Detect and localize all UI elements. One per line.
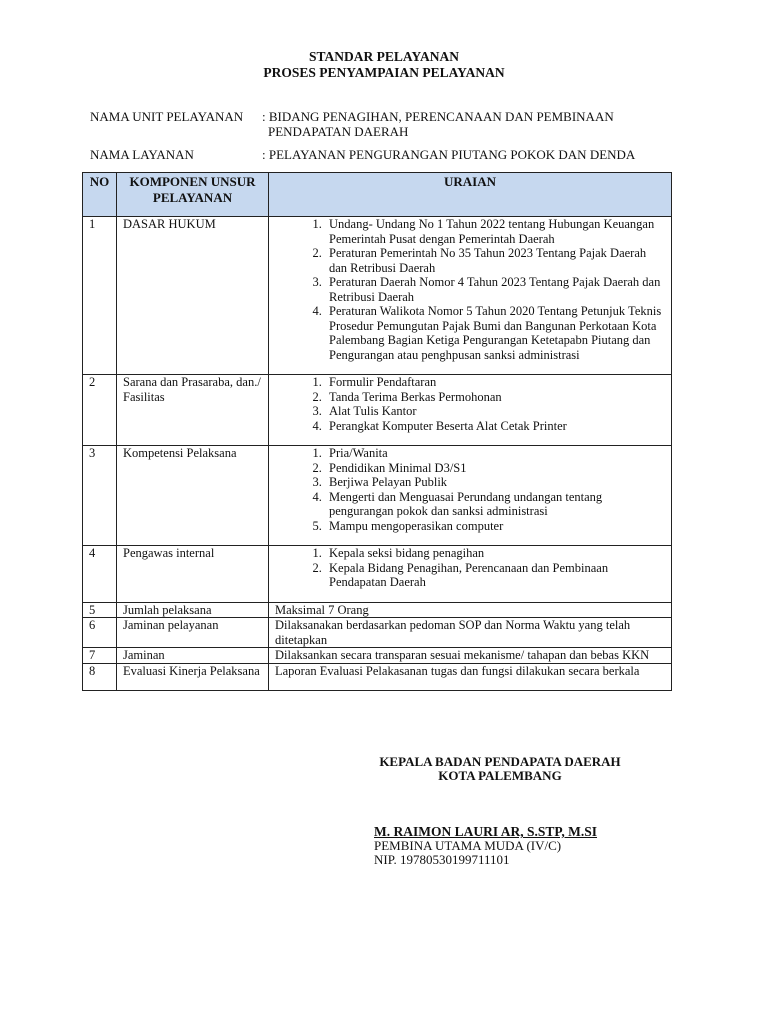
row-komponen: Sarana dan Prasaraba, dan./ Fasilitas: [117, 375, 269, 446]
list-item: 1. Formulir Pendaftaran: [325, 375, 665, 390]
row-komponen: Jaminan: [117, 648, 269, 664]
row-no: 6: [83, 618, 117, 648]
row-komponen: Evaluasi Kinerja Pelaksana: [117, 663, 269, 691]
list-item: 1. Undang- Undang No 1 Tahun 2022 tentang Hubungan Keuangan Pemerintah Pusat dengan Pemerintah Daerah: [325, 217, 665, 246]
row-no: 4: [83, 546, 117, 603]
service-label: NAMA LAYANAN: [90, 147, 194, 162]
list-item: 2. Tanda Terima Berkas Permohonan: [325, 390, 665, 405]
list-item: 5. Mampu mengoperasikan computer: [325, 519, 665, 534]
signatory-nip: NIP. 19780530199711101: [374, 852, 510, 867]
unit-label: NAMA UNIT PELAYANAN: [90, 109, 244, 124]
unit-value-line2: PENDAPATAN DAERAH: [268, 124, 409, 139]
list-item: 2. Peraturan Pemerintah No 35 Tahun 2023 Tentang Pajak Daerah dan Retribusi Daerah: [325, 246, 665, 275]
uraian-list: [275, 375, 665, 433]
list-item: 4. Mengerti dan Menguasai Perundang undangan tentang pengurangan pokok dan sanksi administrasi: [325, 490, 665, 519]
service-value: : PELAYANAN PENGURANGAN PIUTANG POKOK DAN DENDA: [262, 147, 636, 162]
row-uraian: [269, 546, 672, 603]
list-item: 1. Pria/Wanita: [325, 446, 665, 461]
row-komponen: Jumlah pelaksana: [117, 602, 269, 618]
list-item: 3. Alat Tulis Kantor: [325, 404, 665, 419]
document-title: STANDAR PELAYANAN: [309, 49, 459, 64]
row-no: 1: [83, 217, 117, 375]
row-komponen: Jaminan pelayanan: [117, 618, 269, 648]
row-no: 5: [83, 602, 117, 618]
row-uraian: Dilaksankan secara transparan sesuai mekanisme/ tahapan dan bebas KKN: [269, 648, 672, 664]
header-komponen: KOMPONEN UNSUR PELAYANAN: [117, 173, 269, 217]
unit-value: [262, 109, 702, 139]
document-subtitle: PROSES PENYAMPAIAN PELAYANAN: [263, 65, 505, 80]
table-row: [83, 618, 672, 648]
row-no: 2: [83, 375, 117, 446]
table-row: [83, 446, 672, 546]
uraian-list: [275, 217, 665, 362]
list-item: 3. Berjiwa Pelayan Publik: [325, 475, 665, 490]
table-row: [83, 375, 672, 446]
row-no: 3: [83, 446, 117, 546]
list-item: 1. Kepala seksi bidang penagihan: [325, 546, 665, 561]
uraian-list: [275, 446, 665, 533]
row-uraian: [269, 375, 672, 446]
row-uraian: [269, 446, 672, 546]
unit-value-line1: : BIDANG PENAGIHAN, PERENCANAAN DAN PEMBINAAN: [262, 109, 614, 124]
table-row: [83, 602, 672, 618]
row-uraian: Dilaksanakan berdasarkan pedoman SOP dan Norma Waktu yang telah ditetapkan: [269, 618, 672, 648]
row-komponen: DASAR HUKUM: [117, 217, 269, 375]
table-row: [83, 648, 672, 664]
table-row: [83, 546, 672, 603]
row-uraian: [269, 217, 672, 375]
row-uraian: Laporan Evaluasi Pelakasanan tugas dan fungsi dilakukan secara berkala: [269, 663, 672, 691]
row-uraian: Maksimal 7 Orang: [269, 602, 672, 618]
list-item: 2. Kepala Bidang Penagihan, Perencanaan dan Pembinaan Pendapatan Daerah: [325, 561, 665, 590]
table-body: [83, 217, 672, 691]
header-uraian: URAIAN: [269, 173, 672, 217]
header-no: NO: [83, 173, 117, 217]
signatory-rank: PEMBINA UTAMA MUDA (IV/C): [374, 838, 562, 853]
list-item: 4. Perangkat Komputer Beserta Alat Cetak Printer: [325, 419, 665, 434]
row-komponen: Pengawas internal: [117, 546, 269, 603]
table-header-row: [83, 173, 672, 217]
list-item: 4. Peraturan Walikota Nomor 5 Tahun 2020 Tentang Petunjuk Teknis Prosedur Pemungutan Pajak Bumi dan Bangunan Perkotaan Kota Palembang Bagian Ketiga Pengurangan Ketetapabn Piutang dan Pengurangan atau penghpusan sanksi administrasi: [325, 304, 665, 362]
table-row: [83, 217, 672, 375]
table-row: [83, 663, 672, 691]
signatory-office-line1: KEPALA BADAN PENDAPATA DAERAH: [379, 754, 621, 769]
row-komponen: Kompetensi Pelaksana: [117, 446, 269, 546]
row-no: 7: [83, 648, 117, 664]
list-item: 3. Peraturan Daerah Nomor 4 Tahun 2023 Tentang Pajak Daerah dan Retribusi Daerah: [325, 275, 665, 304]
row-no: 8: [83, 663, 117, 691]
signatory-name: M. RAIMON LAURI AR, S.STP, M.SI: [374, 824, 598, 839]
list-item: 2. Pendidikan Minimal D3/S1: [325, 461, 665, 476]
signatory-office-line2: KOTA PALEMBANG: [438, 768, 562, 783]
service-standard-table: [82, 172, 672, 691]
uraian-list: [275, 546, 665, 590]
